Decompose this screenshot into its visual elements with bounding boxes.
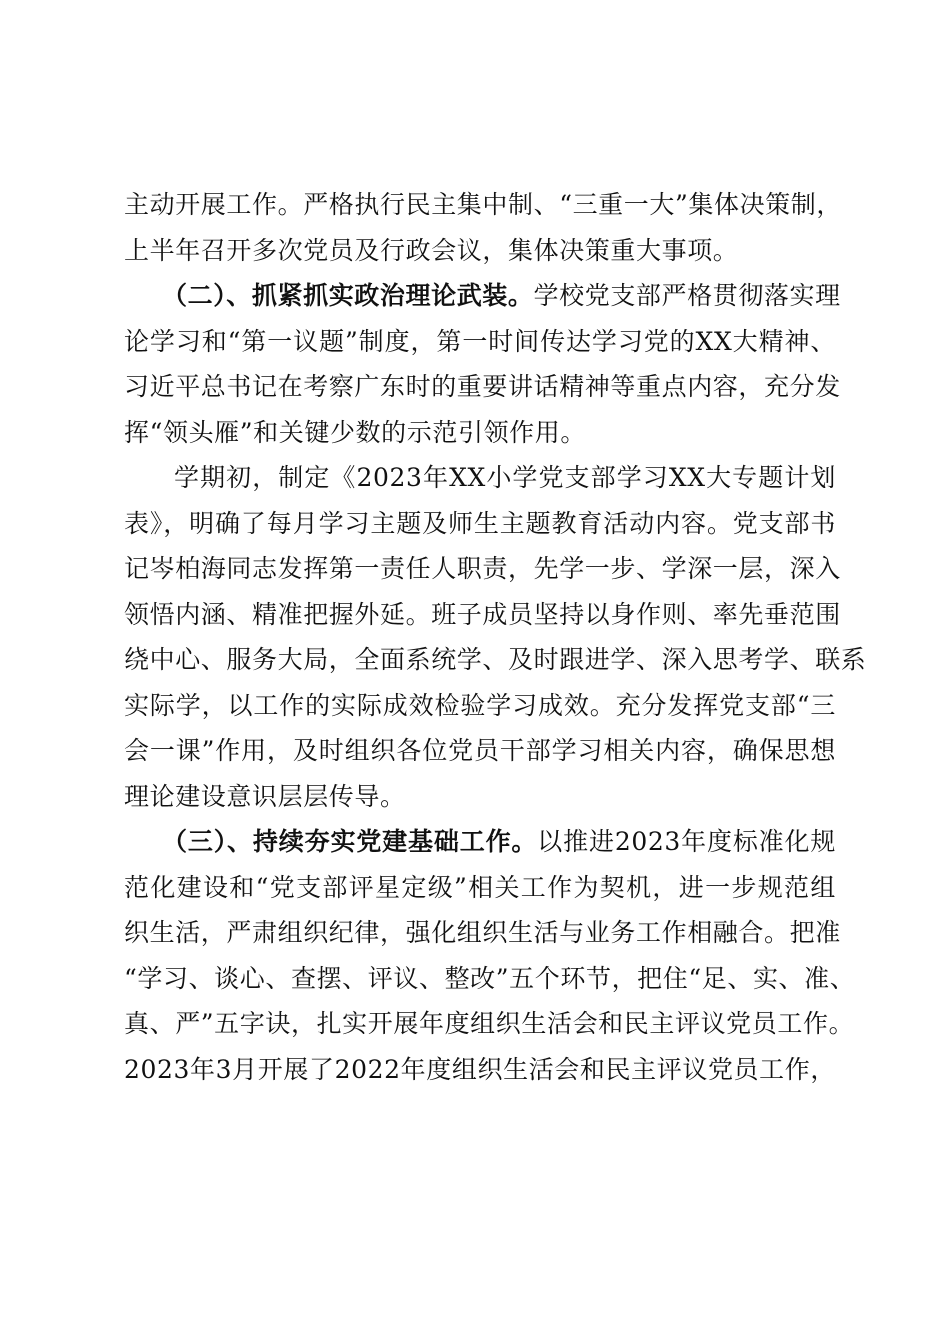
text-line: 绕中心、服务大局，全面系统学、及时跟进学、深入思考学、联系 <box>124 645 867 674</box>
text-line: 理论建设意识层层传导。 <box>124 781 406 811</box>
text-line: 2023年3月开展了2022年度组织生活会和民主评议党员工作， <box>124 1054 836 1084</box>
text-line <box>124 273 841 319</box>
text-run: 学校党支部严格贯彻落实理 <box>533 281 841 310</box>
section-heading: （三）、持续夯实党建基础工作。 <box>162 827 538 856</box>
text-line <box>124 819 836 865</box>
text-line: 挥“领头雁”和关键少数的示范引领作用。 <box>124 417 586 447</box>
document-body <box>124 182 867 1092</box>
text-line: 上半年召开多次党员及行政会议，集体决策重大事项。 <box>124 235 739 265</box>
text-line: 真、严”五字诀，扎实开展年度组织生活会和民主评议党员工作。 <box>124 1009 855 1038</box>
text-line: 表》，明确了每月学习主题及师生主题教育活动内容。党支部书 <box>124 508 836 538</box>
text-line: 织生活，严肃组织纪律，强化组织生活与业务工作相融合。把准 <box>124 918 841 947</box>
text-line: 实际学，以工作的实际成效检验学习成效。充分发挥党支部“三 <box>124 690 836 720</box>
text-line: 记岑柏海同志发挥第一责任人职责，先学一步、学深一层，深入 <box>124 554 841 583</box>
section-heading: （二）、抓紧抓实政治理论武装。 <box>162 281 534 310</box>
text-line: 领悟内涵、精准把握外延。班子成员坚持以身作则、率先垂范围 <box>124 599 841 629</box>
text-line: 学期初，制定《2023年XX小学党支部学习XX大专题计划 <box>174 463 836 492</box>
text-line: 论学习和“第一议题”制度，第一时间传达学习党的XX大精神、 <box>124 326 836 356</box>
text-line: 会一课”作用，及时组织各位党员干部学习相关内容，确保思想 <box>124 736 836 765</box>
text-line: 习近平总书记在考察广东时的重要讲话精神等重点内容，充分发 <box>124 372 841 401</box>
text-line: 主动开展工作。严格执行民主集中制、“三重一大”集体决策制， <box>124 190 842 219</box>
text-line: “学习、谈心、查摆、评议、整改”五个环节，把住“足、实、准、 <box>124 963 856 993</box>
text-run: 以推进2023年度标准化规 <box>537 827 836 856</box>
text-line: 范化建设和“党支部评星定级”相关工作为契机，进一步规范组 <box>124 872 836 902</box>
